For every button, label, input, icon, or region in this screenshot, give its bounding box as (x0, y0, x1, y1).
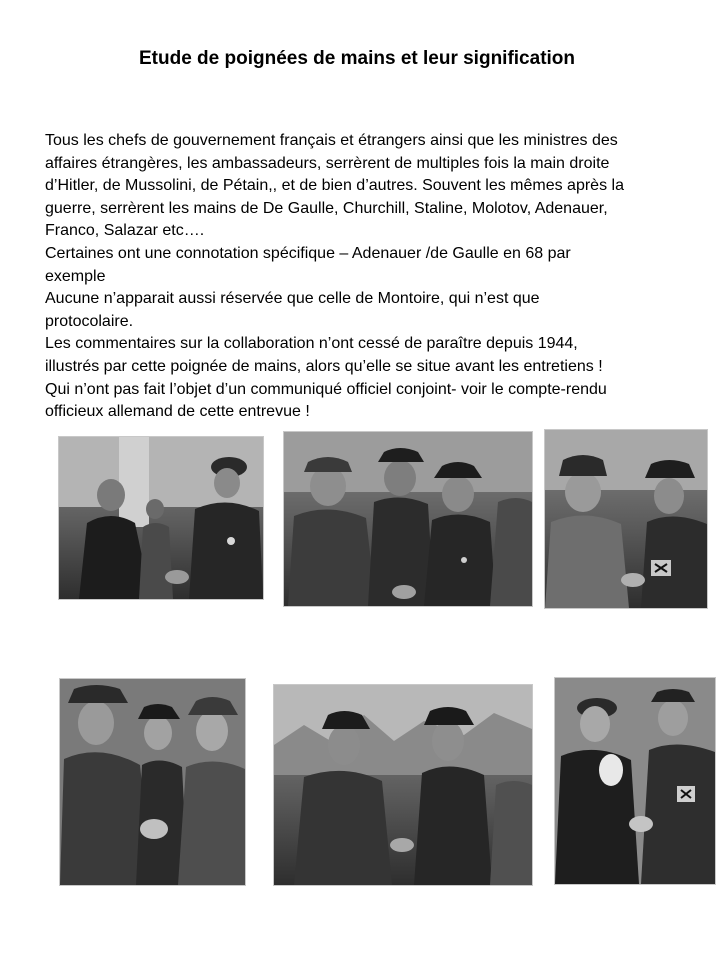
body-line: illustrés par cette poignée de mains, alors qu’elle se situe avant les entretiens ! (45, 357, 603, 375)
body-line: exemple (45, 267, 106, 285)
body-line: Certaines ont une connotation spécifique – Adenauer /de Gaulle en 68 par (45, 244, 571, 262)
body-line: Qui n’ont pas fait l’objet d’un communiqué officiel conjoint- voir le compte-rendu (45, 380, 607, 398)
body-line: Aucune n’apparait aussi réservée que celle de Montoire, qui n’est que (45, 290, 540, 308)
photo-illustration (284, 432, 532, 606)
photo-handshake-6 (554, 677, 716, 885)
body-line: Les commentaires sur la collaboration n’ont cessé de paraître depuis 1944, (45, 335, 578, 353)
photo-illustration (59, 437, 263, 599)
body-line: d’Hitler, de Mussolini, de Pétain,, et de bien d’autres. Souvent les mêmes après la (45, 177, 624, 195)
body-text (45, 130, 695, 424)
photo-handshake-montoire (283, 431, 533, 607)
body-line: guerre, serrèrent les mains de De Gaulle, Churchill, Staline, Molotov, Adenauer, (45, 199, 608, 217)
photo-handshake-4 (59, 678, 246, 886)
body-line: protocolaire. (45, 312, 134, 330)
photo-illustration (60, 679, 245, 885)
page-title: Etude de poignées de mains et leur signification (138, 48, 576, 69)
photo-handshake-5 (273, 684, 533, 886)
body-line: Tous les chefs de gouvernement français et étrangers ainsi que les ministres des (45, 132, 618, 149)
body-line: Franco, Salazar etc…. (45, 222, 205, 240)
photo-illustration (555, 678, 715, 884)
photo-illustration (545, 430, 707, 608)
body-line: affaires étrangères, les ambassadeurs, serrèrent de multiples fois la main droite (45, 154, 610, 172)
body-line: officieux allemand de cette entrevue ! (45, 403, 310, 421)
photo-handshake-1 (58, 436, 264, 600)
photo-handshake-3 (544, 429, 708, 609)
photo-illustration (274, 685, 532, 885)
